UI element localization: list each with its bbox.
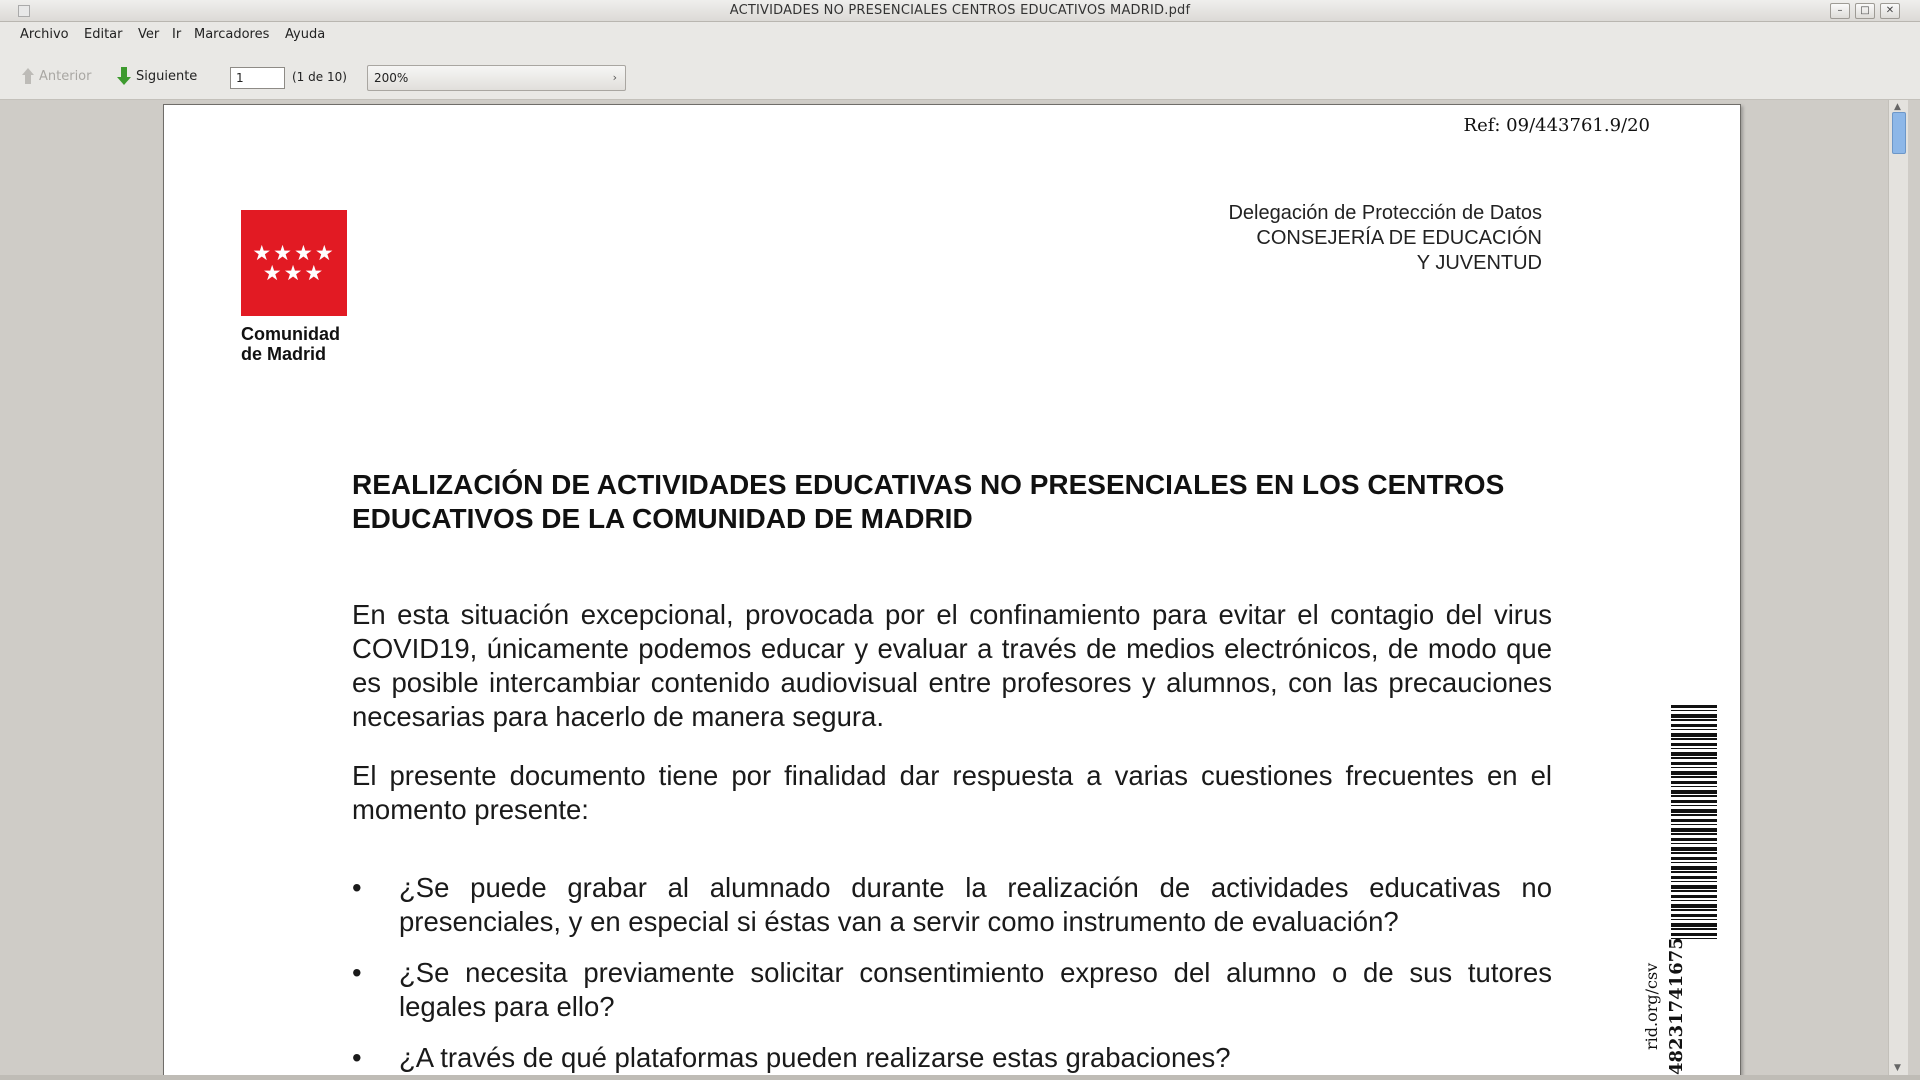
page-count: (1 de 10) (292, 70, 347, 84)
list-item-text: ¿A través de qué plataformas pueden realizarse estas grabaciones? (399, 1042, 1231, 1073)
zoom-select[interactable] (367, 65, 626, 91)
arrow-down-icon (117, 67, 131, 85)
csv-code: 48231741675 (1666, 937, 1687, 1075)
vertical-scrollbar[interactable] (1888, 100, 1908, 1075)
next-page-button[interactable] (117, 66, 197, 86)
list-item (352, 871, 1552, 939)
department-line1: Delegación de Protección de Datos (1228, 202, 1542, 224)
previous-page-button[interactable] (22, 66, 91, 86)
bullet-icon: • (352, 957, 362, 988)
toolbar (0, 46, 1920, 100)
paragraph-purpose: El presente documento tiene por finalidad dar respuesta a varias cuestiones frecuentes en el momento presente: (352, 760, 1552, 825)
bullet-icon: • (352, 872, 362, 903)
list-item (352, 1041, 1552, 1075)
page-number-input[interactable] (230, 67, 285, 89)
csv-url: rid.org/csv (1642, 962, 1661, 1050)
menu-marcadores[interactable]: Marcadores (194, 27, 270, 42)
document-heading: REALIZACIÓN DE ACTIVIDADES EDUCATIVAS NO PRESENCIALES EN LOS CENTROS EDUCATIVOS DE LA COMUNIDAD DE MADRID (352, 469, 1505, 534)
paragraph-intro: En esta situación excepcional, provocada por el confinamiento para evitar el contagio del virus COVID19, únicamente podemos educar y evaluar a través de medios electrónicos, de modo que es posible intercambiar contenido audiovisual entre profesores y alumnos, con las precauciones necesarias para hacerlo de manera segura. (352, 599, 1552, 732)
menu-ayuda[interactable]: Ayuda (285, 27, 326, 42)
menu-editar[interactable]: Editar (84, 27, 123, 42)
comunidad-madrid-logo (241, 210, 347, 316)
document-viewport[interactable] (14, 100, 1888, 1075)
next-page-label: Siguiente (136, 68, 198, 84)
question-list (352, 871, 1552, 1075)
title-bar (0, 0, 1920, 22)
department-line2: CONSEJERÍA DE EDUCACIÓN (1256, 227, 1542, 249)
pdf-page (163, 104, 1741, 1075)
menu-bar (0, 22, 1920, 46)
close-button[interactable]: ✕ (1880, 3, 1900, 19)
menu-ver[interactable]: Ver (138, 27, 160, 42)
minimize-button[interactable]: – (1830, 3, 1850, 19)
list-item (352, 956, 1552, 1024)
zoom-value: 200% (374, 71, 409, 85)
logo-name (241, 324, 340, 364)
document-reference: Ref: 09/443761.9/20 (1463, 115, 1650, 136)
department-header (1228, 201, 1542, 276)
chevron-right-icon: › (612, 71, 617, 84)
logo-stars-row1: ★★★★ (252, 241, 336, 265)
department-line3: Y JUVENTUD (1416, 252, 1542, 274)
list-item-text: ¿Se necesita previamente solicitar consentimiento expreso del alumno o de sus tutores legales para ello? (399, 957, 1552, 1022)
scroll-down-icon[interactable]: ▼ (1894, 1063, 1901, 1073)
scrollbar-thumb[interactable] (1892, 112, 1906, 154)
horizontal-scrollbar[interactable] (0, 1075, 1920, 1080)
logo-name-line1: Comunidad (241, 324, 340, 344)
list-item-text: ¿Se puede grabar al alumnado durante la realización de actividades educativas no presenciales, y en especial si éstas van a servir como instrumento de evaluación? (399, 872, 1552, 937)
maximize-button[interactable]: □ (1855, 3, 1875, 19)
arrow-up-icon (22, 68, 34, 84)
logo-stars-row2: ★★★ (262, 261, 326, 285)
bullet-icon: • (352, 1042, 362, 1073)
menu-archivo[interactable]: Archivo (20, 27, 69, 42)
logo-name-line2: de Madrid (241, 344, 327, 364)
barcode (1671, 705, 1717, 941)
previous-page-label: Anterior (39, 68, 92, 84)
window-title: ACTIVIDADES NO PRESENCIALES CENTROS EDUCATIVOS MADRID.pdf (729, 3, 1191, 18)
menu-ir[interactable]: Ir (172, 27, 182, 42)
scroll-up-icon[interactable]: ▲ (1894, 102, 1901, 112)
